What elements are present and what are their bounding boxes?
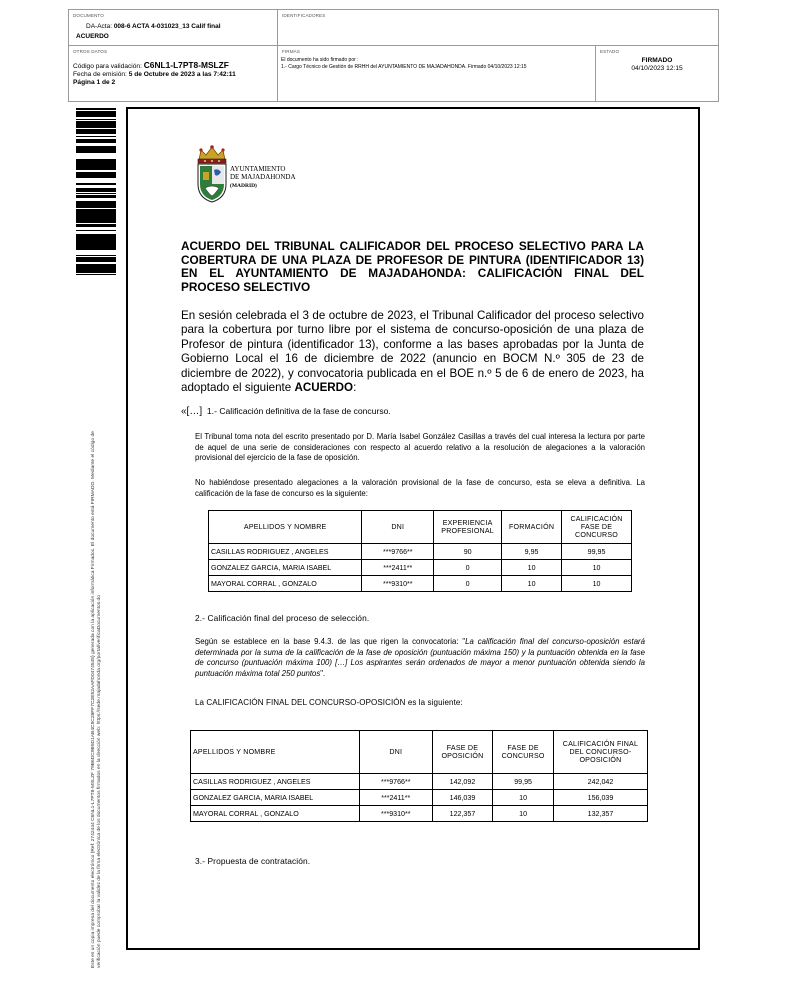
identificadores-label: IDENTIFICADORES <box>282 13 326 18</box>
cell-experiencia: 0 <box>434 576 502 592</box>
cell-dni: ***2411** <box>359 790 432 806</box>
paragraph-concurso: No habiéndose presentado alegaciones a la valoración provisional de la fase de concurso, esta se eleva a definitiva. La calificación de la fase de concurso es la siguiente: <box>195 478 645 498</box>
cell-nombre: CASILLAS RODRIGUEZ , ANGELES <box>209 544 362 560</box>
cell-calificacion: 10 <box>562 576 632 592</box>
intro-paragraph <box>181 309 644 395</box>
fecha-prefix: Fecha de emisión: <box>73 71 129 78</box>
firmas-line-1: El documento ha sido firmado por : <box>281 57 359 63</box>
th-apellidos: APELLIDOS Y NOMBRE <box>209 511 362 544</box>
quote-open: «[…] <box>181 406 203 417</box>
codigo-validacion <box>73 60 229 70</box>
th-fase-oposicion: FASE DE OPOSICIÓN <box>432 731 493 774</box>
th-apellidos: APELLIDOS Y NOMBRE <box>191 731 360 774</box>
ayto-line-3: (MADRID) <box>230 182 257 189</box>
coat-of-arms-logo <box>195 144 229 204</box>
cell-nombre: GONZALEZ GARCIA, MARIA ISABEL <box>191 790 360 806</box>
th-formacion: FORMACIÓN <box>502 511 562 544</box>
cell-final: 242,042 <box>553 774 647 790</box>
th-calificacion-concurso: CALIFICACIÓN FASE DE CONCURSO <box>562 511 632 544</box>
cell-dni: ***9766** <box>359 774 432 790</box>
estado-label: ESTADO <box>600 49 620 54</box>
side-text-line-1: Este es un copia impresa del documento electrónico (Ref: 2742444 C6NL1-L7PT8-MSLZF 79B6DC9B5D1AB4C5C28FF7C2E52AAFD0474545) generada con la aplicación informática Firmadoc. El documento está FIRMADO. Mediante el código de <box>91 431 96 968</box>
otros-datos-cell <box>69 46 277 101</box>
cell-formacion: 9,95 <box>502 544 562 560</box>
intro-acuerdo: ACUERDO <box>294 381 354 395</box>
table-row <box>209 544 632 560</box>
table-row <box>191 774 648 790</box>
estado-fecha: 04/10/2023 12:15 <box>631 65 683 72</box>
cell-final: 132,357 <box>553 806 647 822</box>
th-fase-concurso: FASE DE CONCURSO <box>493 731 554 774</box>
firmas-label: FIRMAS <box>282 49 300 54</box>
section-2-heading: 2.- Calificación final del proceso de selección. <box>195 613 370 623</box>
table-row <box>209 576 632 592</box>
cell-concurso: 10 <box>493 790 554 806</box>
intro-text: En sesión celebrada el 3 de octubre de 2023, el Tribunal Calificador del proceso selectivo para la cobertura por turno libre por el sistema de concurso-oposición de una plaza de Profesor de pintura (identificador 13), conforme a las bases aprobadas por la Junta de Gobierno Local el 16 de diciembre de 2022 (anuncio en BOCM N.º 305 de 23 de diciembre de 2022), y convocatoria publicada en el BOE n.º 5 de 6 de enero de 2023, ha adoptado el siguiente <box>181 309 644 395</box>
documento-label: DOCUMENTO <box>73 13 104 18</box>
identificadores-cell <box>277 10 718 45</box>
table-header-row <box>209 511 632 544</box>
ayto-line-1: AYUNTAMIENTO <box>230 165 286 173</box>
cell-final: 156,039 <box>553 790 647 806</box>
firmas-cell <box>277 46 595 101</box>
doc-prefix: DA-Acta: <box>86 23 114 30</box>
estado-value: FIRMADO <box>641 57 673 64</box>
fecha-value: 5 de Octubre de 2023 a las 7:42:11 <box>128 71 236 78</box>
cell-nombre: MAYORAL CORRAL , GONZALO <box>209 576 362 592</box>
side-verification-text <box>91 431 102 968</box>
cell-concurso: 10 <box>493 806 554 822</box>
cell-nombre: CASILLAS RODRIGUEZ , ANGELES <box>191 774 360 790</box>
ayto-line-2: DE MAJADAHONDA <box>230 173 296 182</box>
table-calificacion-final <box>190 730 648 822</box>
table-row <box>191 806 648 822</box>
documento-cell <box>69 10 277 45</box>
section-1-heading-line <box>181 406 391 417</box>
paragraph-calificacion-final: La CALIFICACIÓN FINAL DEL CONCURSO-OPOSICIÓN es la siguiente: <box>195 698 463 707</box>
doc-line-2: ACUERDO <box>76 33 109 40</box>
cell-dni: ***9310** <box>362 576 434 592</box>
ayuntamiento-name <box>230 165 296 190</box>
th-dni: DNI <box>359 731 432 774</box>
th-calificacion-final: CALIFICACIÓN FINAL DEL CONCURSO-OPOSICIÓN <box>553 731 647 774</box>
doc-line-1 <box>86 23 221 30</box>
header-row-documento <box>68 9 719 46</box>
cell-experiencia: 90 <box>434 544 502 560</box>
section-3-heading: 3.- Propuesta de contratación. <box>195 856 311 866</box>
table-fase-concurso <box>208 510 632 592</box>
base-quote: La calificación final del concurso-oposición estará determinada por la suma de la calificación de la fase de oposición (puntuación máxima 150) y la puntuación obtenida en la fase de concurso (puntuación máxima 100) […] Los aspirantes serán ordenados de mayor a menor puntuación obtenida siendo la puntuación máxima total 250 puntos <box>195 637 645 678</box>
cell-formacion: 10 <box>502 560 562 576</box>
cell-calificacion: 99,95 <box>562 544 632 560</box>
cell-oposicion: 146,039 <box>432 790 493 806</box>
section-1-heading: 1.- Calificación definitiva de la fase de concurso. <box>206 406 391 416</box>
otros-datos-label: OTROS DATOS <box>73 49 108 54</box>
base-text: Según se establece en la base 9.4.3. de las que rigen la convocatoria: " <box>195 637 466 646</box>
table-header-row <box>191 731 648 774</box>
base-end: ". <box>320 668 326 678</box>
pagina: Página 1 de 2 <box>73 79 116 86</box>
cell-dni: ***9766** <box>362 544 434 560</box>
th-dni: DNI <box>362 511 434 544</box>
codigo-prefix: Código para validación: <box>73 63 144 70</box>
intro-end: : <box>353 381 357 395</box>
codigo-value[interactable]: C6NL1-L7PT8-MSLZF <box>143 60 229 70</box>
cell-dni: ***2411** <box>362 560 434 576</box>
th-experiencia: EXPERIENCIA PROFESIONAL <box>434 511 502 544</box>
firmas-line-2: 1.- Cargo Técnico de Gestión de RRHH del AYUNTAMIENTO DE MAJADAHONDA. Firmado 04/10/2023 12:15 <box>281 64 527 70</box>
paragraph-escrito: El Tribunal toma nota del escrito presentado por D. María Isabel González Casillas a través del cual interesa la lectura por parte de aquel de una serie de consideraciones con respecto al acuerdo relativo a la resolución de alegaciones a la valoración provisional del ejercicio de la fase de oposición. <box>195 432 645 463</box>
header-row-datos <box>68 46 719 102</box>
side-text-line-2: verificación puede comprobar la validez de la firma electrónica de los documentos firmados en la dirección web: https://sede.majadahonda.org/portal/verificaDocumentos.do <box>96 595 102 968</box>
doc-ref: 008-6 ACTA 4-031023_13 Calif final <box>113 23 221 30</box>
paragraph-base <box>195 637 645 679</box>
cell-experiencia: 0 <box>434 560 502 576</box>
cell-dni: ***9310** <box>359 806 432 822</box>
fecha-emision <box>73 71 236 78</box>
cell-oposicion: 142,092 <box>432 774 493 790</box>
cell-nombre: GONZALEZ GARCIA, MARIA ISABEL <box>209 560 362 576</box>
table-row <box>209 560 632 576</box>
cell-concurso: 99,95 <box>493 774 554 790</box>
table-row <box>191 790 648 806</box>
cell-oposicion: 122,357 <box>432 806 493 822</box>
cell-nombre: MAYORAL CORRAL , GONZALO <box>191 806 360 822</box>
document-title: ACUERDO DEL TRIBUNAL CALIFICADOR DEL PROCESO SELECTIVO PARA LA COBERTURA DE UNA PLAZA DE PROFESOR DE PINTURA (IDENTIFICADOR 13) EN EL AYUNTAMIENTO DE MAJADAHONDA: CALIFICACIÓN FINAL DEL PROCESO SELECTIVO <box>181 239 644 294</box>
barcode-image <box>76 107 116 277</box>
cell-formacion: 10 <box>502 576 562 592</box>
estado-cell <box>595 46 718 101</box>
cell-calificacion: 10 <box>562 560 632 576</box>
